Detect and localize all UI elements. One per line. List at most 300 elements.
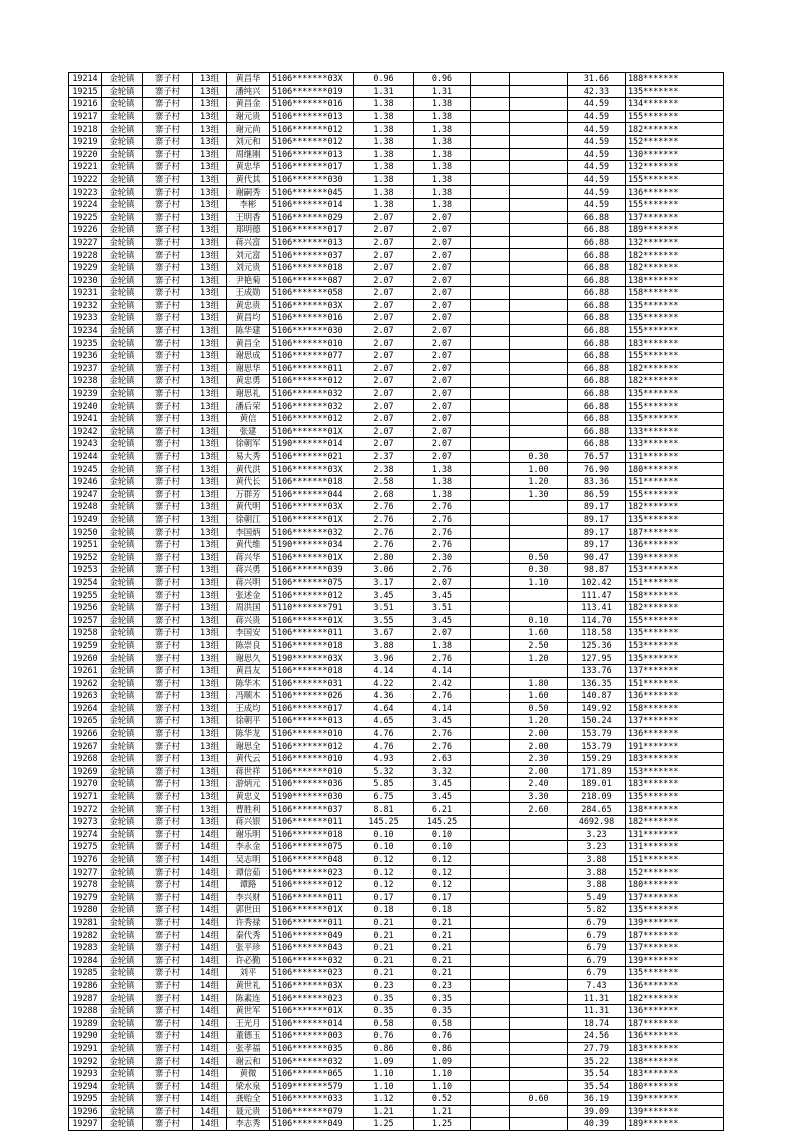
id-cell: 5106*******03X (270, 73, 354, 86)
table-row (69, 879, 724, 892)
amount-cell: 66.88 (568, 312, 626, 325)
town-cell: 金轮镇 (102, 916, 143, 929)
name-cell: 游炳元 (227, 778, 270, 791)
id-cell: 5106*******014 (270, 198, 354, 211)
village-cell: 寨子村 (143, 73, 193, 86)
row-number: 19221 (69, 161, 102, 174)
area-b-cell (471, 224, 510, 237)
name-cell: 黄忠勇 (227, 375, 270, 388)
total-area-cell: 1.38 (354, 110, 414, 123)
id-cell: 5106*******018 (270, 664, 354, 677)
phone-cell: 134******* (626, 98, 724, 111)
phone-cell: 133******* (626, 438, 724, 451)
area-a-cell: 1.38 (414, 110, 471, 123)
id-cell: 5106*******013 (270, 715, 354, 728)
phone-cell: 183******* (626, 337, 724, 350)
area-a-cell: 2.76 (414, 727, 471, 740)
area-c-cell: 0.10 (510, 614, 568, 627)
area-c-cell (510, 601, 568, 614)
area-a-cell: 0.12 (414, 853, 471, 866)
phone-cell: 189******* (626, 224, 724, 237)
table-row (69, 576, 724, 589)
row-number: 19223 (69, 186, 102, 199)
row-number: 19246 (69, 476, 102, 489)
phone-cell: 155******* (626, 324, 724, 337)
row-number: 19224 (69, 198, 102, 211)
area-c-cell (510, 828, 568, 841)
group-cell: 14组 (193, 1105, 227, 1118)
village-cell: 寨子村 (143, 274, 193, 287)
amount-cell: 153.79 (568, 740, 626, 753)
id-cell: 5106*******035 (270, 1042, 354, 1055)
area-c-cell (510, 891, 568, 904)
name-cell: 董德玉 (227, 1030, 270, 1043)
name-cell: 蒋世祥 (227, 765, 270, 778)
town-cell: 金轮镇 (102, 312, 143, 325)
phone-cell: 133******* (626, 425, 724, 438)
village-cell: 寨子村 (143, 929, 193, 942)
table-row (69, 765, 724, 778)
phone-cell: 182******* (626, 816, 724, 829)
area-a-cell: 1.38 (414, 173, 471, 186)
phone-cell: 152******* (626, 135, 724, 148)
name-cell: 龚贻全 (227, 1093, 270, 1106)
amount-cell: 3.88 (568, 866, 626, 879)
id-cell: 5106*******003 (270, 1030, 354, 1043)
area-a-cell: 0.96 (414, 73, 471, 86)
area-a-cell: 145.25 (414, 816, 471, 829)
row-number: 19216 (69, 98, 102, 111)
area-a-cell: 2.07 (414, 236, 471, 249)
id-cell: 5106*******011 (270, 916, 354, 929)
row-number: 19248 (69, 501, 102, 514)
village-cell: 寨子村 (143, 967, 193, 980)
total-area-cell: 0.10 (354, 828, 414, 841)
town-cell: 金轮镇 (102, 526, 143, 539)
area-c-cell (510, 866, 568, 879)
phone-cell: 158******* (626, 287, 724, 300)
area-c-cell (510, 287, 568, 300)
area-a-cell: 0.10 (414, 841, 471, 854)
village-cell: 寨子村 (143, 765, 193, 778)
total-area-cell: 2.07 (354, 299, 414, 312)
village-cell: 寨子村 (143, 224, 193, 237)
total-area-cell: 0.12 (354, 853, 414, 866)
row-number: 19234 (69, 324, 102, 337)
phone-cell: 136******* (626, 690, 724, 703)
total-area-cell: 2.07 (354, 413, 414, 426)
village-cell: 寨子村 (143, 1080, 193, 1093)
id-cell: 5106*******010 (270, 727, 354, 740)
area-b-cell (471, 1004, 510, 1017)
total-area-cell: 2.38 (354, 463, 414, 476)
id-cell: 5106*******018 (270, 261, 354, 274)
table-row (69, 362, 724, 375)
amount-cell: 6.79 (568, 967, 626, 980)
row-number: 19287 (69, 992, 102, 1005)
area-b-cell (471, 400, 510, 413)
village-cell: 寨子村 (143, 135, 193, 148)
amount-cell: 111.47 (568, 589, 626, 602)
town-cell: 金轮镇 (102, 614, 143, 627)
table-row (69, 186, 724, 199)
name-cell: 谭路 (227, 879, 270, 892)
area-b-cell (471, 198, 510, 211)
town-cell: 金轮镇 (102, 261, 143, 274)
area-b-cell (471, 463, 510, 476)
name-cell: 李永金 (227, 841, 270, 854)
village-cell: 寨子村 (143, 463, 193, 476)
total-area-cell: 2.07 (354, 236, 414, 249)
area-c-cell (510, 538, 568, 551)
amount-cell: 171.89 (568, 765, 626, 778)
phone-cell: 139******* (626, 954, 724, 967)
area-a-cell: 6.21 (414, 803, 471, 816)
total-area-cell: 1.38 (354, 148, 414, 161)
village-cell: 寨子村 (143, 211, 193, 224)
group-cell: 13组 (193, 413, 227, 426)
area-b-cell (471, 236, 510, 249)
area-a-cell: 1.31 (414, 85, 471, 98)
row-number: 19270 (69, 778, 102, 791)
area-c-cell (510, 589, 568, 602)
phone-cell: 136******* (626, 1004, 724, 1017)
name-cell: 许秀禄 (227, 916, 270, 929)
row-number: 19257 (69, 614, 102, 627)
town-cell: 金轮镇 (102, 891, 143, 904)
phone-cell: 153******* (626, 765, 724, 778)
village-cell: 寨子村 (143, 664, 193, 677)
amount-cell: 98.87 (568, 564, 626, 577)
phone-cell: 155******* (626, 400, 724, 413)
area-c-cell: 0.30 (510, 564, 568, 577)
area-a-cell: 0.17 (414, 891, 471, 904)
table-row (69, 198, 724, 211)
total-area-cell: 4.65 (354, 715, 414, 728)
phone-cell: 136******* (626, 1030, 724, 1043)
area-a-cell: 1.38 (414, 98, 471, 111)
area-a-cell: 4.14 (414, 664, 471, 677)
group-cell: 13组 (193, 450, 227, 463)
phone-cell: 137******* (626, 715, 724, 728)
table-row (69, 929, 724, 942)
village-cell: 寨子村 (143, 727, 193, 740)
town-cell: 金轮镇 (102, 362, 143, 375)
id-cell: 5106*******037 (270, 249, 354, 262)
village-cell: 寨子村 (143, 362, 193, 375)
name-cell: 蒋兴勇 (227, 564, 270, 577)
area-c-cell (510, 73, 568, 86)
group-cell: 14组 (193, 1118, 227, 1131)
phone-cell: 182******* (626, 601, 724, 614)
table-row (69, 299, 724, 312)
table-row (69, 803, 724, 816)
area-b-cell (471, 261, 510, 274)
area-b-cell (471, 753, 510, 766)
area-b-cell (471, 123, 510, 136)
phone-cell: 182******* (626, 501, 724, 514)
village-cell: 寨子村 (143, 1042, 193, 1055)
row-number: 19295 (69, 1093, 102, 1106)
town-cell: 金轮镇 (102, 450, 143, 463)
amount-cell: 5.82 (568, 904, 626, 917)
area-a-cell: 2.76 (414, 501, 471, 514)
total-area-cell: 2.58 (354, 476, 414, 489)
row-number: 19274 (69, 828, 102, 841)
total-area-cell: 4.14 (354, 664, 414, 677)
area-c-cell (510, 299, 568, 312)
name-cell: 黄代长 (227, 476, 270, 489)
total-area-cell: 0.17 (354, 891, 414, 904)
total-area-cell: 2.07 (354, 425, 414, 438)
group-cell: 13组 (193, 614, 227, 627)
row-number: 19254 (69, 576, 102, 589)
area-c-cell (510, 438, 568, 451)
name-cell: 黄代明 (227, 501, 270, 514)
area-a-cell: 0.86 (414, 1042, 471, 1055)
area-b-cell (471, 979, 510, 992)
total-area-cell: 2.76 (354, 501, 414, 514)
village-cell: 寨子村 (143, 123, 193, 136)
row-number: 19286 (69, 979, 102, 992)
village-cell: 寨子村 (143, 148, 193, 161)
area-b-cell (471, 387, 510, 400)
table-row (69, 337, 724, 350)
name-cell: 李国炳 (227, 526, 270, 539)
id-cell: 5106*******03X (270, 979, 354, 992)
phone-cell: 151******* (626, 576, 724, 589)
phone-cell: 139******* (626, 916, 724, 929)
town-cell: 金轮镇 (102, 778, 143, 791)
phone-cell: 182******* (626, 992, 724, 1005)
group-cell: 14组 (193, 1055, 227, 1068)
area-b-cell (471, 249, 510, 262)
area-a-cell: 2.07 (414, 274, 471, 287)
name-cell: 谢思全 (227, 740, 270, 753)
group-cell: 14组 (193, 1017, 227, 1030)
area-a-cell: 0.76 (414, 1030, 471, 1043)
row-number: 19238 (69, 375, 102, 388)
group-cell: 13组 (193, 249, 227, 262)
group-cell: 13组 (193, 324, 227, 337)
area-a-cell: 1.38 (414, 639, 471, 652)
area-c-cell: 1.60 (510, 690, 568, 703)
row-number: 19215 (69, 85, 102, 98)
village-cell: 寨子村 (143, 677, 193, 690)
table-row (69, 526, 724, 539)
row-number: 19266 (69, 727, 102, 740)
area-b-cell (471, 1105, 510, 1118)
area-c-cell (510, 261, 568, 274)
phone-cell: 189******* (626, 1118, 724, 1131)
area-b-cell (471, 324, 510, 337)
name-cell: 张述金 (227, 589, 270, 602)
id-cell: 5106*******03X (270, 299, 354, 312)
total-area-cell: 2.07 (354, 438, 414, 451)
town-cell: 金轮镇 (102, 211, 143, 224)
amount-cell: 66.88 (568, 413, 626, 426)
row-number: 19247 (69, 488, 102, 501)
group-cell: 13组 (193, 652, 227, 665)
name-cell: 张平珍 (227, 941, 270, 954)
id-cell: 5106*******013 (270, 236, 354, 249)
row-number: 19264 (69, 702, 102, 715)
phone-cell: 182******* (626, 249, 724, 262)
phone-cell: 136******* (626, 979, 724, 992)
area-b-cell (471, 690, 510, 703)
name-cell: 张建 (227, 425, 270, 438)
area-c-cell (510, 1030, 568, 1043)
amount-cell: 66.88 (568, 425, 626, 438)
total-area-cell: 0.21 (354, 941, 414, 954)
amount-cell: 113.41 (568, 601, 626, 614)
id-cell: 5106*******01X (270, 513, 354, 526)
area-c-cell (510, 1055, 568, 1068)
village-cell: 寨子村 (143, 979, 193, 992)
table-row (69, 954, 724, 967)
total-area-cell: 2.07 (354, 211, 414, 224)
total-area-cell: 1.09 (354, 1055, 414, 1068)
table-row (69, 627, 724, 640)
phone-cell: 132******* (626, 236, 724, 249)
row-number: 19225 (69, 211, 102, 224)
id-cell: 5106*******048 (270, 853, 354, 866)
name-cell: 陈华龙 (227, 727, 270, 740)
phone-cell: 138******* (626, 803, 724, 816)
amount-cell: 44.59 (568, 123, 626, 136)
village-cell: 寨子村 (143, 173, 193, 186)
id-cell: 5106*******010 (270, 765, 354, 778)
row-number: 19232 (69, 299, 102, 312)
table-row (69, 601, 724, 614)
town-cell: 金轮镇 (102, 1105, 143, 1118)
table-row (69, 816, 724, 829)
town-cell: 金轮镇 (102, 299, 143, 312)
area-a-cell: 3.51 (414, 601, 471, 614)
town-cell: 金轮镇 (102, 879, 143, 892)
table-row (69, 110, 724, 123)
id-cell: 5106*******075 (270, 841, 354, 854)
area-a-cell: 1.10 (414, 1067, 471, 1080)
town-cell: 金轮镇 (102, 1080, 143, 1093)
phone-cell: 135******* (626, 387, 724, 400)
id-cell: 5106*******011 (270, 362, 354, 375)
area-c-cell (510, 135, 568, 148)
area-a-cell: 1.38 (414, 123, 471, 136)
total-area-cell: 4.93 (354, 753, 414, 766)
group-cell: 14组 (193, 1004, 227, 1017)
phone-cell: 139******* (626, 1105, 724, 1118)
area-b-cell (471, 891, 510, 904)
amount-cell: 3.23 (568, 841, 626, 854)
total-area-cell: 0.35 (354, 992, 414, 1005)
name-cell: 谢云和 (227, 1055, 270, 1068)
amount-cell: 66.88 (568, 274, 626, 287)
town-cell: 金轮镇 (102, 1017, 143, 1030)
table-row (69, 1093, 724, 1106)
amount-cell: 133.76 (568, 664, 626, 677)
area-a-cell: 2.76 (414, 538, 471, 551)
town-cell: 金轮镇 (102, 765, 143, 778)
total-area-cell: 4.64 (354, 702, 414, 715)
area-b-cell (471, 727, 510, 740)
id-cell: 5106*******036 (270, 778, 354, 791)
table-row (69, 904, 724, 917)
amount-cell: 118.58 (568, 627, 626, 640)
village-cell: 寨子村 (143, 1004, 193, 1017)
phone-cell: 132******* (626, 161, 724, 174)
row-number: 19297 (69, 1118, 102, 1131)
phone-cell: 138******* (626, 1055, 724, 1068)
table-row (69, 312, 724, 325)
id-cell: 5106*******039 (270, 564, 354, 577)
phone-cell: 158******* (626, 702, 724, 715)
amount-cell: 35.22 (568, 1055, 626, 1068)
area-c-cell (510, 249, 568, 262)
group-cell: 13组 (193, 299, 227, 312)
group-cell: 13组 (193, 790, 227, 803)
village-cell: 寨子村 (143, 778, 193, 791)
group-cell: 13组 (193, 690, 227, 703)
amount-cell: 66.88 (568, 438, 626, 451)
table-row (69, 261, 724, 274)
group-cell: 13组 (193, 312, 227, 325)
town-cell: 金轮镇 (102, 979, 143, 992)
amount-cell: 3.88 (568, 853, 626, 866)
village-cell: 寨子村 (143, 816, 193, 829)
row-number: 19282 (69, 929, 102, 942)
amount-cell: 66.88 (568, 362, 626, 375)
area-b-cell (471, 765, 510, 778)
area-b-cell (471, 488, 510, 501)
total-area-cell: 6.75 (354, 790, 414, 803)
area-c-cell: 2.00 (510, 740, 568, 753)
amount-cell: 40.39 (568, 1118, 626, 1131)
id-cell: 5106*******012 (270, 123, 354, 136)
area-c-cell (510, 148, 568, 161)
total-area-cell: 8.81 (354, 803, 414, 816)
area-b-cell (471, 627, 510, 640)
name-cell: 尹艳菊 (227, 274, 270, 287)
row-number: 19269 (69, 765, 102, 778)
area-b-cell (471, 362, 510, 375)
phone-cell: 131******* (626, 450, 724, 463)
town-cell: 金轮镇 (102, 601, 143, 614)
village-cell: 寨子村 (143, 753, 193, 766)
group-cell: 14组 (193, 879, 227, 892)
area-b-cell (471, 816, 510, 829)
table-row (69, 1080, 724, 1093)
town-cell: 金轮镇 (102, 690, 143, 703)
area-b-cell (471, 85, 510, 98)
total-area-cell: 2.07 (354, 224, 414, 237)
group-cell: 14组 (193, 941, 227, 954)
name-cell: 黄忠贵 (227, 299, 270, 312)
name-cell: 谢思久 (227, 652, 270, 665)
area-b-cell (471, 564, 510, 577)
amount-cell: 42.33 (568, 85, 626, 98)
amount-cell: 36.19 (568, 1093, 626, 1106)
area-a-cell: 2.07 (414, 627, 471, 640)
table-row (69, 753, 724, 766)
amount-cell: 66.88 (568, 350, 626, 363)
group-cell: 14组 (193, 967, 227, 980)
town-cell: 金轮镇 (102, 941, 143, 954)
amount-cell: 18.74 (568, 1017, 626, 1030)
id-cell: 5106*******032 (270, 387, 354, 400)
name-cell: 梁水泉 (227, 1080, 270, 1093)
name-cell: 蒋兴华 (227, 551, 270, 564)
